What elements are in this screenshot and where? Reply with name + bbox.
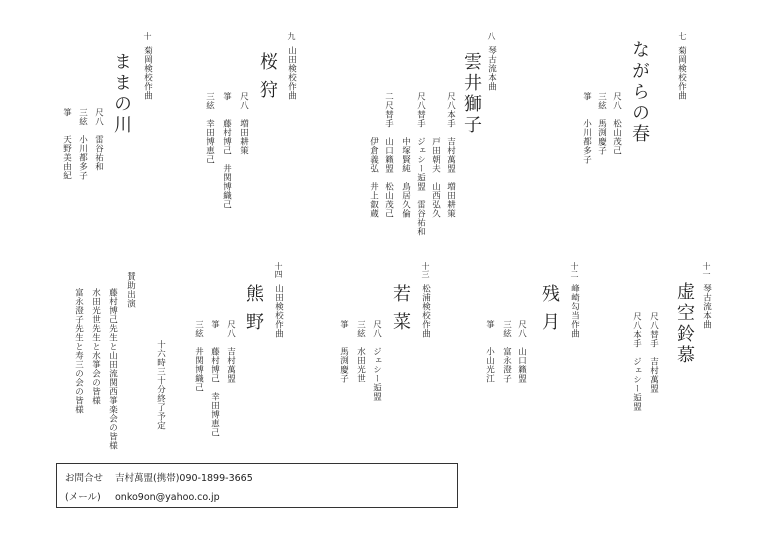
piece-9-title: 桜狩: [257, 52, 278, 108]
piece-10-performer: 三絃 小川都多子: [77, 108, 88, 180]
piece-13-performer: 箏 馬渕慶子: [338, 320, 349, 383]
piece-8-composer: 琴古流本曲: [486, 46, 497, 91]
piece-13-title: 若菜: [390, 284, 411, 340]
piece-12-composer: 峰崎勾当作曲: [569, 284, 580, 338]
piece-7-performer: 三絃 馬渕慶子: [596, 92, 607, 155]
piece-9-performer: 三絃 幸田博恵己: [204, 92, 215, 164]
piece-10-performer: 尺八 雷谷祐和: [93, 108, 104, 171]
contact-box: [56, 463, 458, 508]
piece-8-number: 八: [487, 32, 496, 40]
piece-7-title: ながらの春: [629, 40, 650, 145]
contact-label: (メール): [65, 492, 101, 503]
piece-7-composer: 菊岡検校作曲: [676, 46, 687, 100]
contact-phone: 吉村萬盟(携帯)090-1899-3665: [115, 473, 253, 484]
piece-13-performer: 尺八 ジェシー逅盟: [371, 320, 382, 401]
piece-12-performer: 箏 小山光江: [484, 320, 495, 383]
piece-10-performer: 箏 天野美由紀: [61, 108, 72, 180]
piece-13-performer: 三絃 水田光世: [355, 320, 366, 383]
piece-8-performer: 中塚賢純 鳥居久倫: [400, 92, 411, 218]
end-time: 十六時三十分終了予定: [155, 340, 166, 430]
piece-13-number: 十三: [421, 262, 430, 278]
piece-12-performer: 三絃 富永澄子: [501, 320, 512, 383]
piece-13-composer: 松浦検校作曲: [420, 284, 431, 338]
piece-11-number: 十一: [702, 262, 711, 278]
piece-14-composer: 山田検校作曲: [273, 284, 284, 338]
piece-8-performer: 尺八本手 吉村萬盟 増田耕策: [445, 92, 456, 218]
piece-11-title: 虚空鈴慕: [674, 282, 695, 366]
piece-12-number: 十二: [570, 262, 579, 278]
contact-label: お問合せ: [65, 473, 104, 484]
piece-10-number: 十: [143, 32, 152, 40]
piece-11-performer: 尺八替手 吉村萬盟: [648, 312, 659, 393]
support-heading: 賛助出演: [125, 272, 136, 308]
piece-14-title: 熊野: [243, 284, 264, 340]
piece-8-performer: 伊倉義弘 井上叡蔵: [368, 92, 379, 218]
piece-10-composer: 菊岡検校作曲: [142, 46, 153, 100]
piece-8-performer: 二尺替手 山口籟盟 松山茂己: [383, 92, 394, 218]
piece-14-number: 十四: [274, 262, 283, 278]
piece-12-performer: 尺八 山口籟盟: [516, 320, 527, 383]
piece-7-performer: 尺八 松山茂己: [611, 92, 622, 155]
piece-11-performer: 尺八本手 ジェシー逅盟: [631, 312, 642, 411]
piece-14-performer: 尺八 吉村萬盟: [225, 320, 236, 383]
contact-email-row: [65, 489, 220, 503]
piece-8-title: 雲井獅子: [461, 52, 482, 136]
piece-14-performer: 三絃 井関博織己: [193, 320, 204, 392]
support-line: 藤村博己先生と山田流関西箏楽会の皆様: [107, 288, 118, 450]
contact-phone-row: [65, 470, 253, 484]
piece-14-performer: 箏 藤村博己 幸田博恵己: [209, 320, 220, 437]
piece-12-title: 残月: [539, 284, 560, 340]
piece-8-performer: 戸田朝夫 山西弘久: [430, 92, 441, 218]
piece-7-number: 七: [678, 32, 687, 40]
support-line: 水田光世先生と水箏会の皆様: [90, 288, 101, 405]
piece-9-performer: 箏 藤村博己 井関博織己: [221, 92, 232, 209]
piece-9-composer: 山田検校作曲: [286, 46, 297, 100]
piece-8-performer: 尺八替手 ジェシー逅盟 雷谷祐和: [415, 92, 426, 236]
piece-9-number: 九: [287, 32, 296, 40]
support-line: 富永澄子先生と寿三の会の皆様: [73, 288, 84, 414]
contact-email: onko9on@yahoo.co.jp: [115, 492, 220, 503]
piece-11-composer: 琴古流本曲: [701, 284, 712, 329]
piece-10-title: ままの川: [111, 52, 132, 136]
piece-7-performer: 箏 小川都多子: [581, 92, 592, 164]
piece-9-performer: 尺八 増田耕策: [238, 92, 249, 155]
